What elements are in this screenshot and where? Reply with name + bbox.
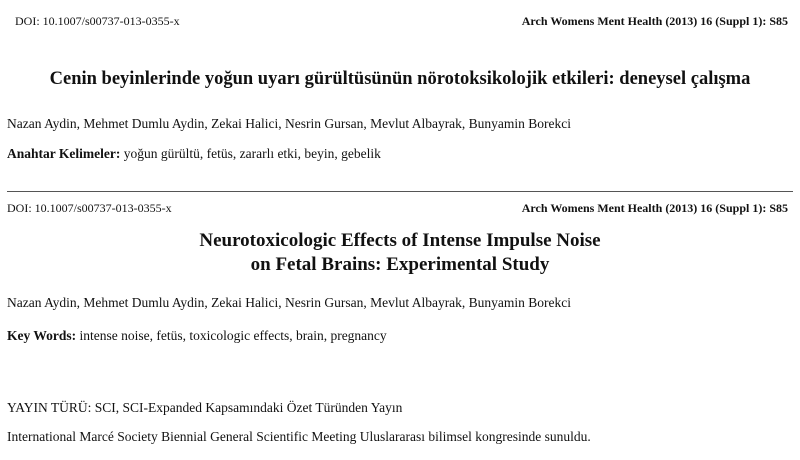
paper-title-english-line1: Neurotoxicologic Effects of Intense Impulse Noise	[199, 230, 601, 251]
keywords-label-english: Key Words:	[7, 328, 77, 343]
authors-english: Nazan Aydin, Mehmet Dumlu Aydin, Zekai Halici, Nesrin Gursan, Mevlut Albayrak, Bunyamin Borekci	[7, 295, 572, 310]
keywords-english	[7, 328, 387, 344]
paper-title-turkish: Cenin beyinlerinde yoğun uyarı gürültüsünün nörotoksikolojik etkileri: deneysel çalışma	[49, 69, 751, 89]
journal-citation-turkish: Arch Womens Ment Health (2013) 16 (Suppl 1): S85	[521, 14, 788, 28]
authors-turkish: Nazan Aydin, Mehmet Dumlu Aydin, Zekai Halici, Nesrin Gursan, Mevlut Albayrak, Bunyamin Borekci	[7, 116, 572, 131]
publication-type: YAYIN TÜRÜ: SCI, SCI-Expanded Kapsamındaki Özet Türünden Yayın	[7, 400, 403, 415]
doi-turkish: DOI: 10.1007/s00737-013-0355-x	[15, 14, 180, 28]
keywords-list-english: intense noise, fetüs, toxicologic effects, brain, pregnancy	[79, 328, 387, 343]
keywords-list-turkish: yoğun gürültü, fetüs, zararlı etki, beyin, gebelik	[123, 146, 381, 161]
journal-citation-english: Arch Womens Ment Health (2013) 16 (Suppl 1): S85	[521, 201, 788, 215]
keywords-label-turkish: Anahtar Kelimeler:	[7, 146, 121, 161]
doi-english: DOI: 10.1007/s00737-013-0355-x	[7, 201, 172, 215]
meeting-note: International Marcé Society Biennial General Scientific Meeting Uluslararası bilimsel kongresinde sunuldu.	[7, 429, 591, 444]
paper-title-english-line2: on Fetal Brains: Experimental Study	[250, 254, 550, 275]
keywords-turkish	[7, 146, 381, 162]
section-divider	[7, 191, 793, 192]
